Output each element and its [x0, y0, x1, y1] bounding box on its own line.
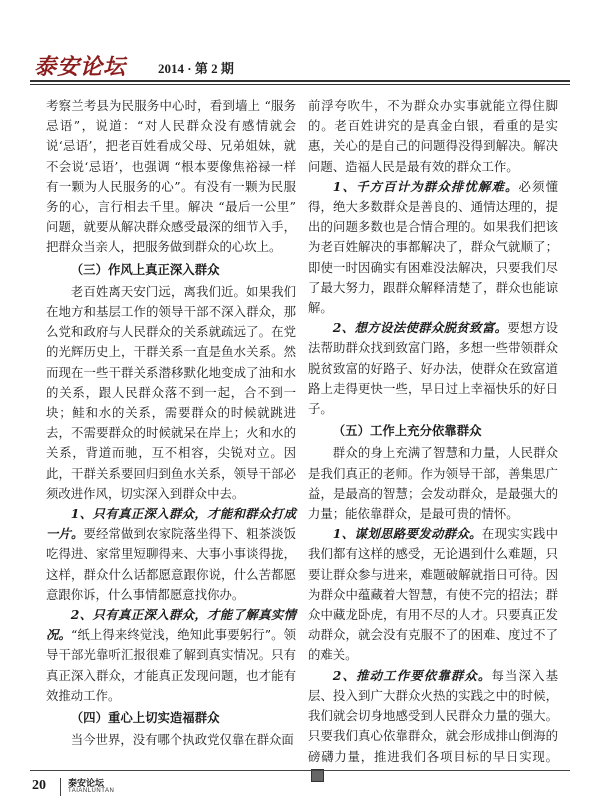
- footer-separator: [60, 778, 61, 796]
- paragraph-lead: 1、谋划思路要发动群众。: [332, 526, 482, 542]
- paragraph-lead: 1、千方百计为群众排忧解难。: [332, 178, 519, 194]
- paragraph-lead: 2、只有真正深入群众，才能了解真实情况。: [46, 607, 296, 643]
- footer-pinyin: TAIANLUNTAN: [68, 788, 115, 794]
- paragraph-lead: 2、想方设法使群众脱贫致富。: [332, 320, 508, 336]
- paragraph: 群众的身上充满了智慧和力量，人民群众是我们真正的老师。作为领导干部，善集思广益，是最高的智慧；会发动群众，是最强大的力量；能依靠群众，是最可贵的情怀。: [308, 445, 558, 522]
- paragraph: [308, 666, 558, 787]
- header-rule: [30, 80, 570, 82]
- page-number: 20: [32, 778, 46, 793]
- section-heading: （三）作风上真正深入群众: [70, 261, 220, 277]
- paragraph: 当今世界，没有哪个执政党仅靠在群众面: [70, 732, 294, 748]
- footer-rule: [30, 770, 570, 771]
- page-footer: [30, 770, 570, 800]
- paragraph-body: 每当深入基层、投入到广大群众火热的实践之中的时候，我们就会切身地感受到人民群众力量的强大。只要我们真心依靠群众，就会形成排山倒海的磅礴力量，推进我们各项目标的早日实现。: [308, 667, 559, 764]
- paragraph-body: 要想方设法帮助群众找到致富门路，多想一些带领群众脱贫致富的好路子、好办法，使群众在致富道路上走得更快一些，早日过上幸福快乐的好日子。: [308, 320, 559, 417]
- paragraph-lead: 1、只有真正深入群众，才能和群众打成一片。: [46, 506, 296, 542]
- paragraph: 前浮夸吹牛，不为群众办实事就能立得住脚的。老百姓讲究的是真金白银，看重的是实惠，关心的是自己的问题得没得到解决。解决问题、造福人民是最有效的群众工作。: [308, 98, 558, 174]
- magazine-title: 泰安论坛: [34, 54, 127, 80]
- paragraph: 考察兰考县为民服务中心时，看到墙上 “服务忌语”，说道：“对人民群众没有感情就会说‘忌语’，把老百姓看成父母、兄弟姐妹，就不会说‘忌语’，也强调 “根本要像焦裕禄一样有一颗为人民服务的心”。有没有一颗为民服务的心，言行相去千里。解决 “最后一公里” 问题，就要从解决群众感受最深的细节入手，把群众当亲人，把服务做到群众的心坎上。: [46, 98, 296, 255]
- header-rule-thin: [30, 84, 570, 85]
- section-heading: （四）重心上切实造福群众: [70, 710, 220, 726]
- paragraph: [46, 605, 296, 706]
- issue-label: 2014 · 第 2 期: [158, 61, 234, 76]
- paragraph: [308, 177, 558, 318]
- paragraph-body: “纸上得来终觉浅，绝知此事要躬行”。领导干部光靠听汇报很难了解到真实情况。只有真正深入群众，才能真正发现问题，也才能有效推动工作。: [46, 627, 297, 703]
- left-column: [46, 96, 296, 751]
- paragraph: 老百姓离天安门远，离我们近。如果我们在地方和基层工作的领导干部不深入群众，那么党和政府与人民群众的关系就疏远了。在党的光辉历史上，干群关系一直是鱼水关系。然而现在一些干群关系潜移默化地变成了油和水的关系，跟人民群众落不到一起，合不到一块；鲑和水的关系，需要群众的时候就跳进去，不需要群众的时候就呆在岸上；火和水的关系，背道而驰，互不相容，尖锐对立。因此，干群关系要回归到鱼水关系，领导干部必须改进作风，切实深入到群众中去。: [46, 283, 296, 501]
- paragraph-lead: 2、推动工作要依靠群众。: [332, 667, 492, 683]
- footer-magazine-name: 泰安论坛: [68, 779, 105, 789]
- paragraph: [46, 504, 296, 605]
- paragraph: [308, 318, 558, 419]
- page-header: [30, 46, 570, 78]
- section-heading: （五）工作上充分依靠群众: [332, 423, 482, 439]
- paragraph-body: 必须懂得，绝大多数群众是善良的、通情达理的，提出的问题多数也是合情合理的。如果我们把该为老百姓解决的事都解决了，群众气就顺了；即使一时因确实有困难没法解决，只要我们尽了最大努力，跟群众解释清楚了，群众也能谅解。: [308, 178, 559, 316]
- paragraph-body: 要经常做到农家院落坐得下、粗茶淡饭吃得进、家常里短聊得来、大事小事谈得拢，这样，群众什么话都愿意跟你说，什么苦都愿意跟你诉，什么事情都愿意找你办。: [46, 526, 297, 602]
- paragraph: [308, 524, 558, 665]
- paragraph-body: 在现实实践中我们都有这样的感受，无论遇到什么难题，只要让群众参与进来，难题破解就指日可待。因为群众中蕴藏着大智慧，有使不完的招法；群众中藏龙卧虎，有用不尽的人才。只要真正发动群众，就会没有克服不了的困难、度过不了的难关。: [308, 526, 558, 663]
- right-column: [308, 96, 558, 787]
